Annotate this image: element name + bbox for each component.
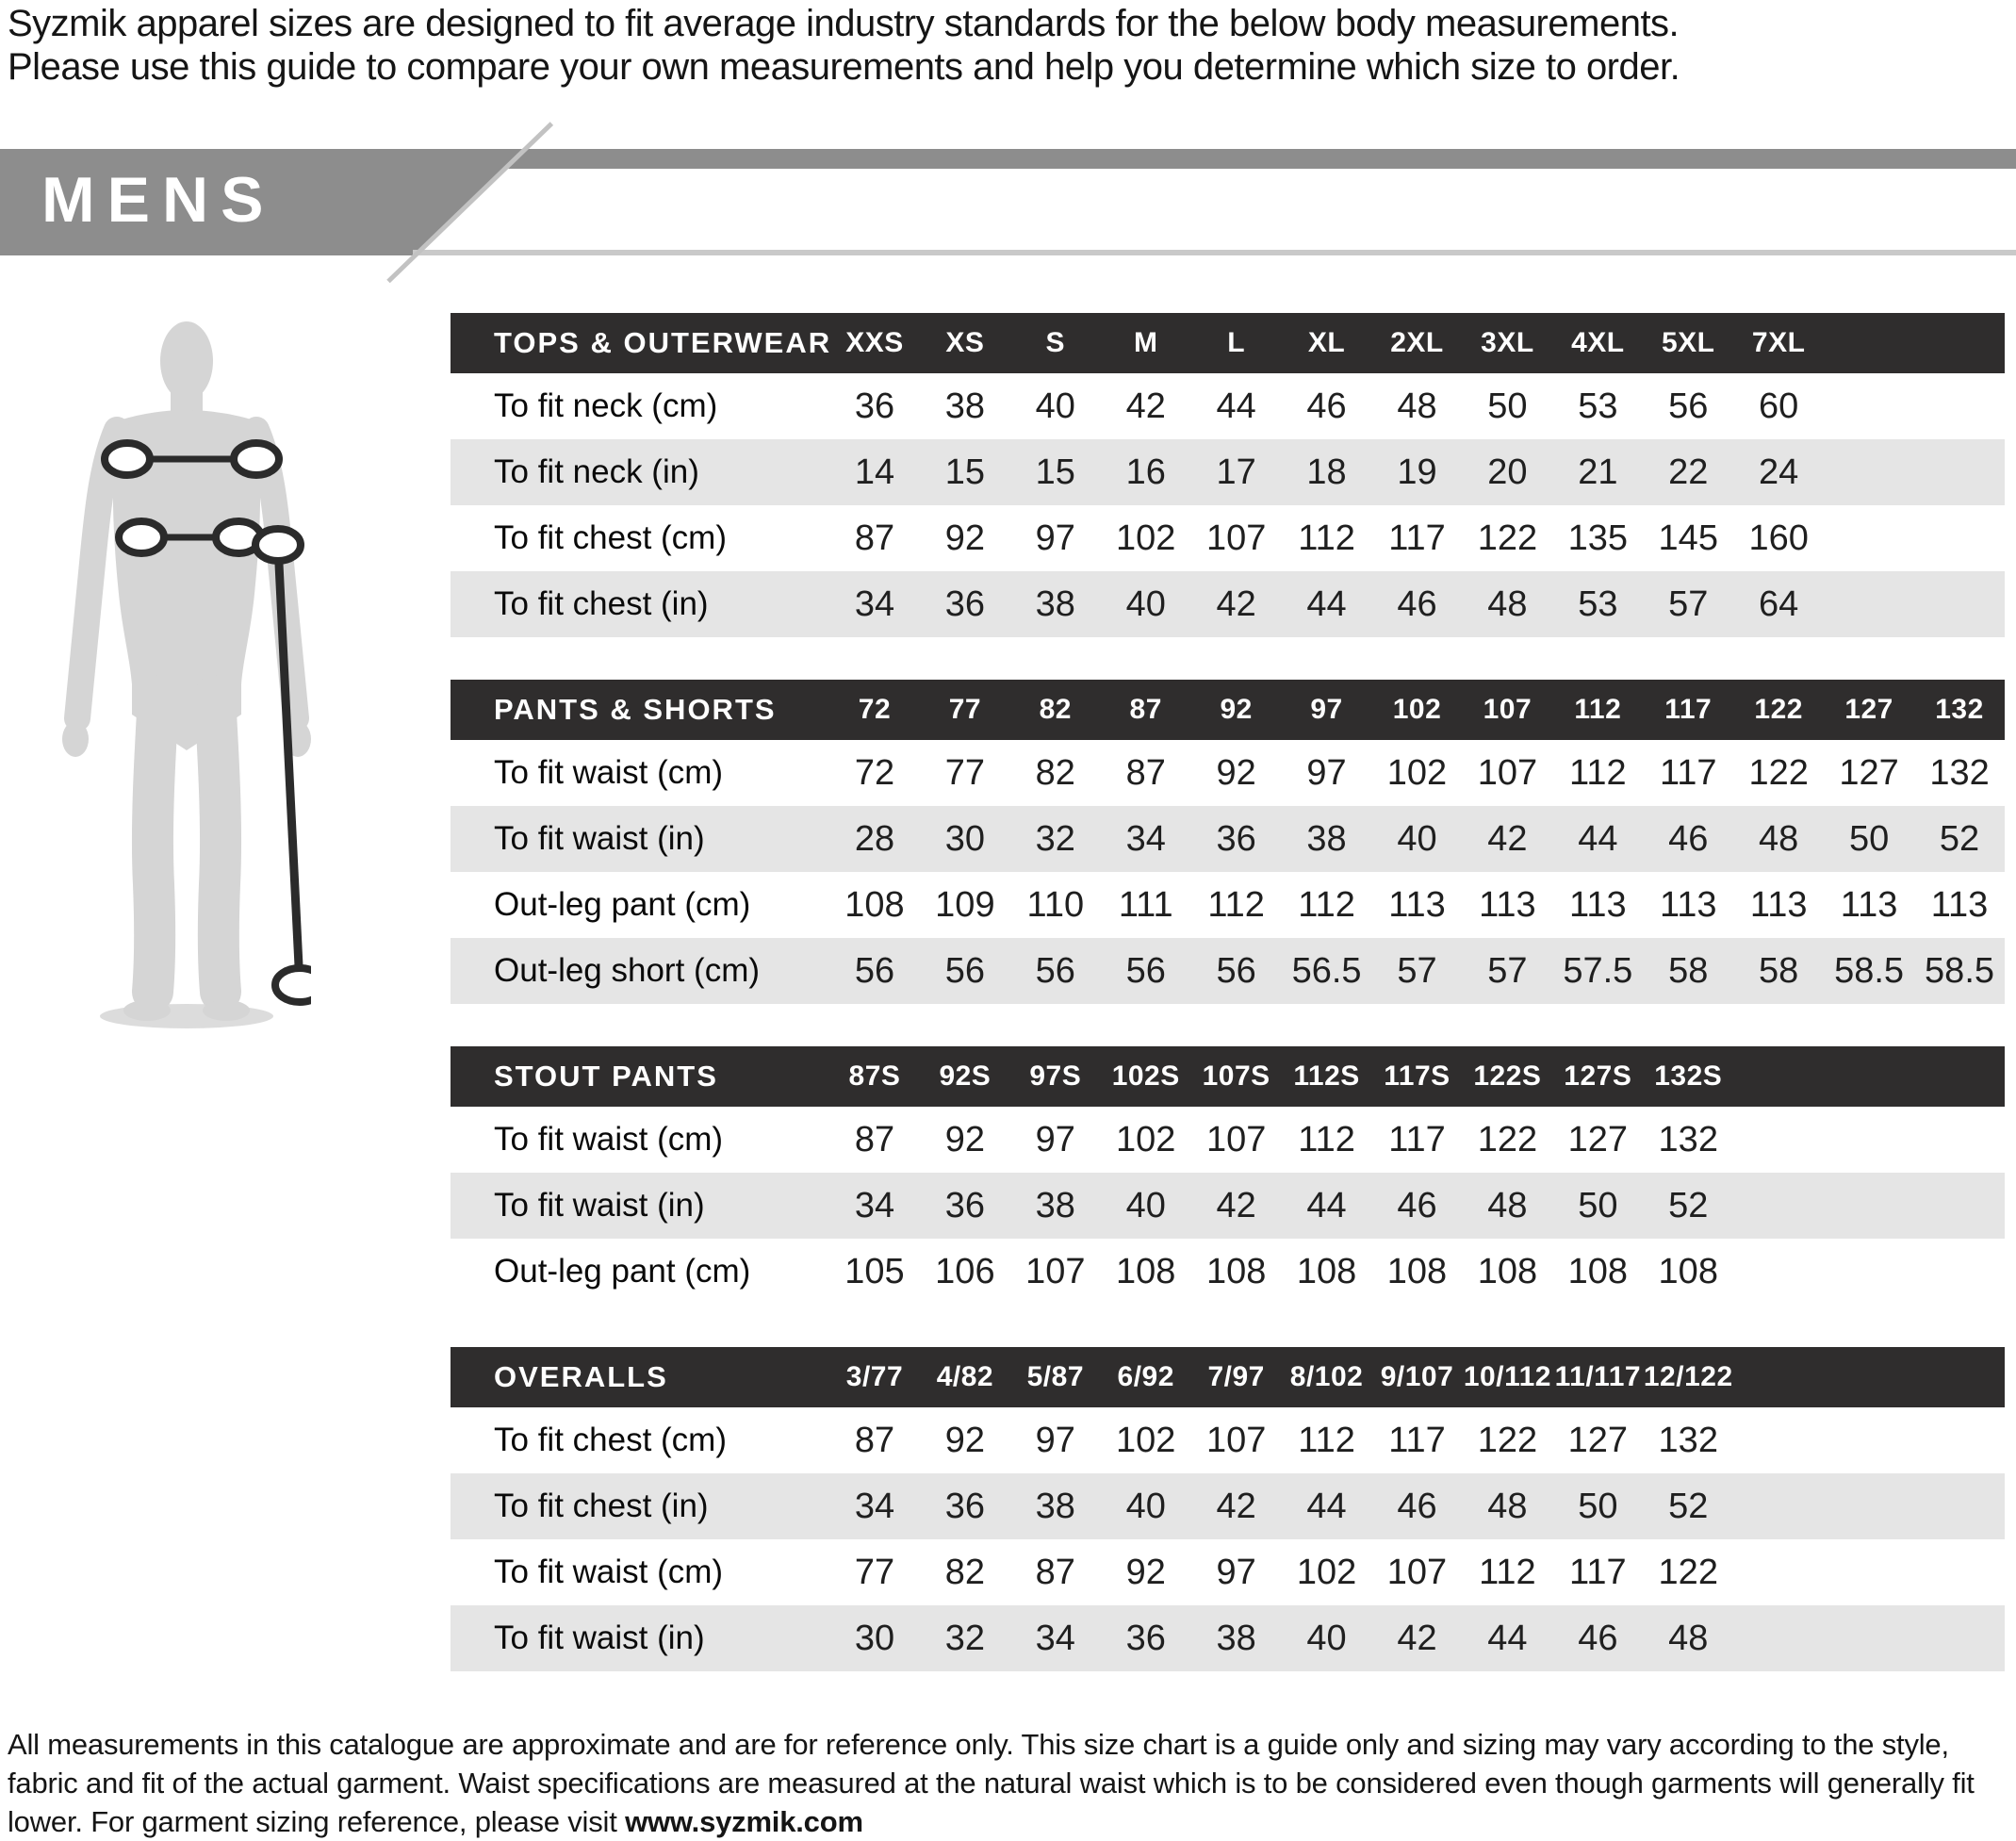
value-cell: 127 [1567,1420,1629,1460]
row-label: To fit waist (cm) [494,1553,724,1590]
value-cell: 15 [1035,452,1075,492]
value-cell: 112 [1479,1552,1536,1592]
value-cell: 20 [1487,452,1528,492]
table-stout-pants [451,1046,2005,1305]
size-header-cell: 117 [1664,694,1713,725]
row-label: To fit chest (cm) [494,1422,727,1458]
value-cell: 122 [1477,1119,1538,1159]
value-cell: 50 [1848,818,1890,859]
table-header-row [451,680,2005,740]
value-cell: 135 [1567,518,1629,558]
value-cell: 38 [1035,584,1075,624]
row-label: To fit neck (cm) [494,387,718,424]
value-cell: 77 [944,752,986,793]
table-row [451,571,2005,637]
size-header-cell: 5/87 [1026,1361,1084,1392]
value-cell: 44 [1306,584,1347,624]
value-cell: 122 [1748,752,1809,793]
value-cell: 92 [1125,1552,1166,1592]
chest-ring-right [234,443,279,475]
banner-underline [413,250,2016,255]
intro-text [8,2,1680,89]
size-header-cell: 122S [1473,1060,1542,1092]
value-cell: 107 [1205,1420,1267,1460]
row-label: To fit waist (in) [494,1619,705,1656]
value-cell: 42 [1216,1486,1256,1526]
value-cell: 132 [1929,752,1990,793]
value-cell: 112 [1298,1420,1355,1460]
value-cell: 77 [854,1552,895,1592]
value-cell: 127 [1567,1119,1629,1159]
value-cell: 110 [1026,884,1085,925]
value-cell: 87 [1125,752,1166,793]
value-cell: 44 [1487,1618,1528,1658]
table-pants-shorts [451,680,2005,1004]
value-cell: 113 [1569,884,1627,925]
size-header-cell: 127 [1844,694,1893,725]
row-label: Out-leg pant (cm) [494,1253,751,1290]
table-row [451,1173,2005,1239]
value-cell: 36 [944,584,986,624]
table-row [451,1107,2005,1173]
value-cell: 64 [1759,584,1799,624]
value-cell: 14 [854,452,895,492]
size-header-cell: 127S [1564,1060,1632,1092]
table-title: PANTS & SHORTS [494,693,777,726]
value-cell: 40 [1125,584,1166,624]
value-cell: 38 [1216,1618,1256,1658]
disclaimer-body: All measurements in this catalogue are approximate and are for reference only. This size chart is a guide only and sizing may vary according to the style, fabric and fit of the actual garment. Waist specifications are measured at the natural waist which is to be considered even though garments will generally fit lower. For garment sizing reference, please visit [8,1728,1975,1838]
value-cell: 22 [1668,452,1709,492]
table-tops-outerwear [451,313,2005,637]
value-cell: 44 [1578,818,1618,859]
value-cell: 113 [1930,884,1989,925]
row-label: To fit chest (in) [494,1488,709,1524]
value-cell: 40 [1125,1486,1166,1526]
size-header-cell: 112S [1293,1060,1360,1092]
value-cell: 122 [1658,1552,1718,1592]
value-cell: 117 [1388,518,1446,558]
value-cell: 87 [854,1119,895,1159]
value-cell: 50 [1487,386,1528,426]
value-cell: 97 [1035,1420,1075,1460]
silhouette-shape [62,321,311,1028]
disclaimer-text [8,1725,2010,1841]
row-label: Out-leg pant (cm) [494,886,751,923]
value-cell: 36 [1216,818,1256,859]
value-cell: 97 [1306,752,1347,793]
value-cell: 17 [1216,452,1256,492]
value-cell: 117 [1388,1420,1446,1460]
size-header-cell: 107 [1483,694,1532,725]
value-cell: 102 [1116,1119,1176,1159]
value-cell: 15 [944,452,986,492]
value-cell: 28 [854,818,895,859]
size-header-cell: 2XL [1390,327,1444,358]
value-cell: 108 [1658,1251,1718,1291]
size-header-cell: XL [1307,327,1346,358]
table-row [451,373,2005,439]
value-cell: 108 [1296,1251,1357,1291]
value-cell: 30 [944,818,986,859]
value-cell: 108 [1386,1251,1448,1291]
value-cell: 87 [1035,1552,1075,1592]
size-header-cell: 92S [939,1060,992,1092]
table-row [451,439,2005,505]
intro-line-1: Syzmik apparel sizes are designed to fit average industry standards for the below body measurements. [8,3,1680,44]
value-cell: 34 [854,584,895,624]
section-title: MENS [41,163,276,236]
value-cell: 52 [1668,1185,1709,1225]
size-header-cell: 4/82 [936,1361,994,1392]
value-cell: 34 [854,1486,895,1526]
value-cell: 145 [1658,518,1718,558]
size-header-cell: 112 [1574,694,1622,725]
table-header-row [451,1347,2005,1407]
size-header-cell: 77 [948,694,982,725]
size-header-cell: 87S [848,1060,901,1092]
value-cell: 42 [1487,818,1528,859]
table-row [451,505,2005,571]
value-cell: 38 [1306,818,1347,859]
value-cell: 46 [1306,386,1347,426]
value-cell: 16 [1125,452,1166,492]
value-cell: 107 [1386,1552,1448,1592]
value-cell: 107 [1477,752,1538,793]
size-header-cell: S [1045,327,1066,358]
value-cell: 127 [1839,752,1899,793]
value-cell: 117 [1569,1552,1627,1592]
outleg-ring-top [255,529,301,561]
value-cell: 40 [1397,818,1437,859]
value-cell: 92 [944,518,986,558]
size-header-cell: 9/107 [1380,1361,1454,1392]
value-cell: 58.5 [1925,950,1995,991]
value-cell: 40 [1035,386,1075,426]
value-cell: 112 [1298,518,1355,558]
value-cell: 92 [944,1119,986,1159]
value-cell: 50 [1578,1185,1618,1225]
chest-ring-left [105,443,150,475]
value-cell: 53 [1578,386,1618,426]
table-row [451,1239,2005,1305]
value-cell: 44 [1216,386,1256,426]
value-cell: 57 [1668,584,1709,624]
value-cell: 117 [1659,752,1717,793]
table-row [451,740,2005,806]
table-row [451,806,2005,872]
value-cell: 113 [1840,884,1898,925]
value-cell: 160 [1748,518,1809,558]
value-cell: 113 [1659,884,1717,925]
row-label: To fit chest (cm) [494,519,727,556]
size-header-cell: 11/117 [1554,1361,1642,1392]
value-cell: 97 [1216,1552,1256,1592]
size-header-cell: 97 [1310,694,1343,725]
value-cell: 18 [1306,452,1347,492]
value-cell: 38 [1035,1185,1075,1225]
size-header-cell: 97S [1029,1060,1082,1092]
size-header-cell: 7/97 [1207,1361,1265,1392]
size-header-cell: 5XL [1661,327,1715,358]
value-cell: 87 [854,1420,895,1460]
value-cell: 112 [1298,1119,1355,1159]
table-row [451,1407,2005,1473]
value-cell: 56 [1216,950,1256,991]
value-cell: 108 [1205,1251,1267,1291]
value-cell: 102 [1386,752,1448,793]
value-cell: 32 [944,1618,986,1658]
value-cell: 132 [1658,1420,1718,1460]
value-cell: 92 [1216,752,1256,793]
size-header-cell: 12/122 [1643,1361,1733,1392]
value-cell: 38 [1035,1486,1075,1526]
value-cell: 42 [1216,1185,1256,1225]
size-header-cell: M [1133,327,1158,358]
value-cell: 57 [1397,950,1437,991]
value-cell: 58 [1668,950,1709,991]
value-cell: 111 [1118,884,1173,925]
size-header-cell: XS [945,327,985,358]
value-cell: 34 [1035,1618,1075,1658]
body-measurement-figure [55,319,311,1043]
value-cell: 48 [1668,1618,1709,1658]
size-header-cell: 82 [1039,694,1072,725]
value-cell: 117 [1388,1119,1446,1159]
value-cell: 108 [844,884,905,925]
size-header-cell: 10/112 [1463,1361,1551,1392]
size-header-cell: 72 [858,694,892,725]
value-cell: 56 [944,950,986,991]
value-cell: 113 [1479,884,1536,925]
size-header-cell: 132 [1935,694,1984,725]
value-cell: 48 [1487,1185,1528,1225]
size-header-cell: 3XL [1481,327,1534,358]
value-cell: 38 [944,386,986,426]
value-cell: 24 [1759,452,1799,492]
value-cell: 109 [935,884,995,925]
value-cell: 60 [1759,386,1799,426]
value-cell: 106 [935,1251,995,1291]
value-cell: 102 [1116,518,1176,558]
size-header-cell: 8/102 [1289,1361,1364,1392]
mens-body-silhouette-icon [55,319,311,1043]
table-header-row [451,313,2005,373]
value-cell: 112 [1298,884,1355,925]
table-row [451,938,2005,1004]
row-label: To fit waist (cm) [494,754,724,791]
value-cell: 52 [1939,818,1980,859]
value-cell: 46 [1397,1486,1437,1526]
value-cell: 107 [1205,1119,1267,1159]
size-header-cell: 102 [1392,694,1442,725]
value-cell: 46 [1397,1185,1437,1225]
value-cell: 40 [1306,1618,1347,1658]
size-header-cell: 122 [1754,694,1803,725]
value-cell: 112 [1569,752,1627,793]
value-cell: 108 [1477,1251,1538,1291]
value-cell: 53 [1578,584,1618,624]
value-cell: 112 [1207,884,1265,925]
value-cell: 72 [854,752,895,793]
value-cell: 105 [844,1251,905,1291]
value-cell: 107 [1025,1251,1086,1291]
value-cell: 40 [1125,1185,1166,1225]
value-cell: 44 [1306,1486,1347,1526]
value-cell: 56 [1125,950,1166,991]
size-header-cell: 4XL [1571,327,1625,358]
value-cell: 21 [1578,452,1618,492]
value-cell: 57.5 [1563,950,1633,991]
value-cell: 42 [1125,386,1166,426]
value-cell: 46 [1578,1618,1618,1658]
value-cell: 92 [944,1420,986,1460]
table-title: STOUT PANTS [494,1060,718,1093]
value-cell: 56 [854,950,895,991]
row-label: To fit waist (in) [494,820,705,857]
value-cell: 46 [1397,584,1437,624]
value-cell: 108 [1567,1251,1629,1291]
value-cell: 57 [1487,950,1528,991]
mens-banner [0,149,2016,255]
value-cell: 132 [1658,1119,1718,1159]
table-row [451,1539,2005,1605]
value-cell: 30 [854,1618,895,1658]
value-cell: 48 [1487,584,1528,624]
value-cell: 122 [1477,1420,1538,1460]
row-label: To fit waist (in) [494,1187,705,1224]
value-cell: 52 [1668,1486,1709,1526]
table-row [451,872,2005,938]
value-cell: 46 [1668,818,1709,859]
value-cell: 108 [1116,1251,1176,1291]
size-header-cell: 102S [1111,1060,1180,1092]
value-cell: 56 [1668,386,1709,426]
outleg-ring-bottom [275,968,311,1002]
value-cell: 58.5 [1834,950,1905,991]
size-header-cell: XXS [845,327,904,358]
value-cell: 32 [1035,818,1075,859]
value-cell: 48 [1487,1486,1528,1526]
table-title: OVERALLS [494,1360,668,1393]
value-cell: 97 [1035,518,1075,558]
value-cell: 82 [944,1552,986,1592]
size-header-cell: 3/77 [845,1361,904,1392]
value-cell: 36 [854,386,895,426]
table-header-row [451,1046,2005,1107]
size-header-cell: 87 [1129,694,1162,725]
value-cell: 34 [1125,818,1166,859]
size-header-cell: 7XL [1751,327,1806,358]
value-cell: 42 [1397,1618,1437,1658]
size-header-cell: 92 [1220,694,1253,725]
value-cell: 42 [1216,584,1256,624]
value-cell: 56 [1035,950,1075,991]
row-label: To fit neck (in) [494,453,699,490]
value-cell: 56.5 [1291,950,1362,991]
intro-line-2: Please use this guide to compare your own measurements and help you determine which size to order. [8,46,1680,88]
row-label: Out-leg short (cm) [494,952,760,989]
size-header-cell: 117S [1384,1060,1451,1092]
value-cell: 113 [1388,884,1446,925]
value-cell: 34 [854,1185,895,1225]
value-cell: 44 [1306,1185,1347,1225]
value-cell: 82 [1035,752,1075,793]
table-overalls [451,1347,2005,1671]
size-header-cell: L [1227,327,1246,358]
value-cell: 48 [1397,386,1437,426]
size-header-cell: 132S [1654,1060,1723,1092]
value-cell: 102 [1116,1420,1176,1460]
table-row [451,1605,2005,1671]
syzmik-url: www.syzmik.com [625,1805,863,1838]
value-cell: 113 [1749,884,1808,925]
value-cell: 36 [944,1486,986,1526]
value-cell: 102 [1296,1552,1357,1592]
table-row [451,1473,2005,1539]
value-cell: 19 [1397,452,1437,492]
value-cell: 58 [1759,950,1799,991]
value-cell: 122 [1477,518,1538,558]
size-header-cell: 107S [1202,1060,1270,1092]
row-label: To fit waist (cm) [494,1121,724,1158]
value-cell: 97 [1035,1119,1075,1159]
value-cell: 87 [854,518,895,558]
value-cell: 48 [1759,818,1799,859]
value-cell: 107 [1205,518,1267,558]
value-cell: 50 [1578,1486,1618,1526]
value-cell: 36 [1125,1618,1166,1658]
size-header-cell: 6/92 [1117,1361,1174,1392]
row-label: To fit chest (in) [494,585,709,622]
table-title: TOPS & OUTERWEAR [494,326,832,359]
waist-ring-left [119,521,164,553]
value-cell: 36 [944,1185,986,1225]
